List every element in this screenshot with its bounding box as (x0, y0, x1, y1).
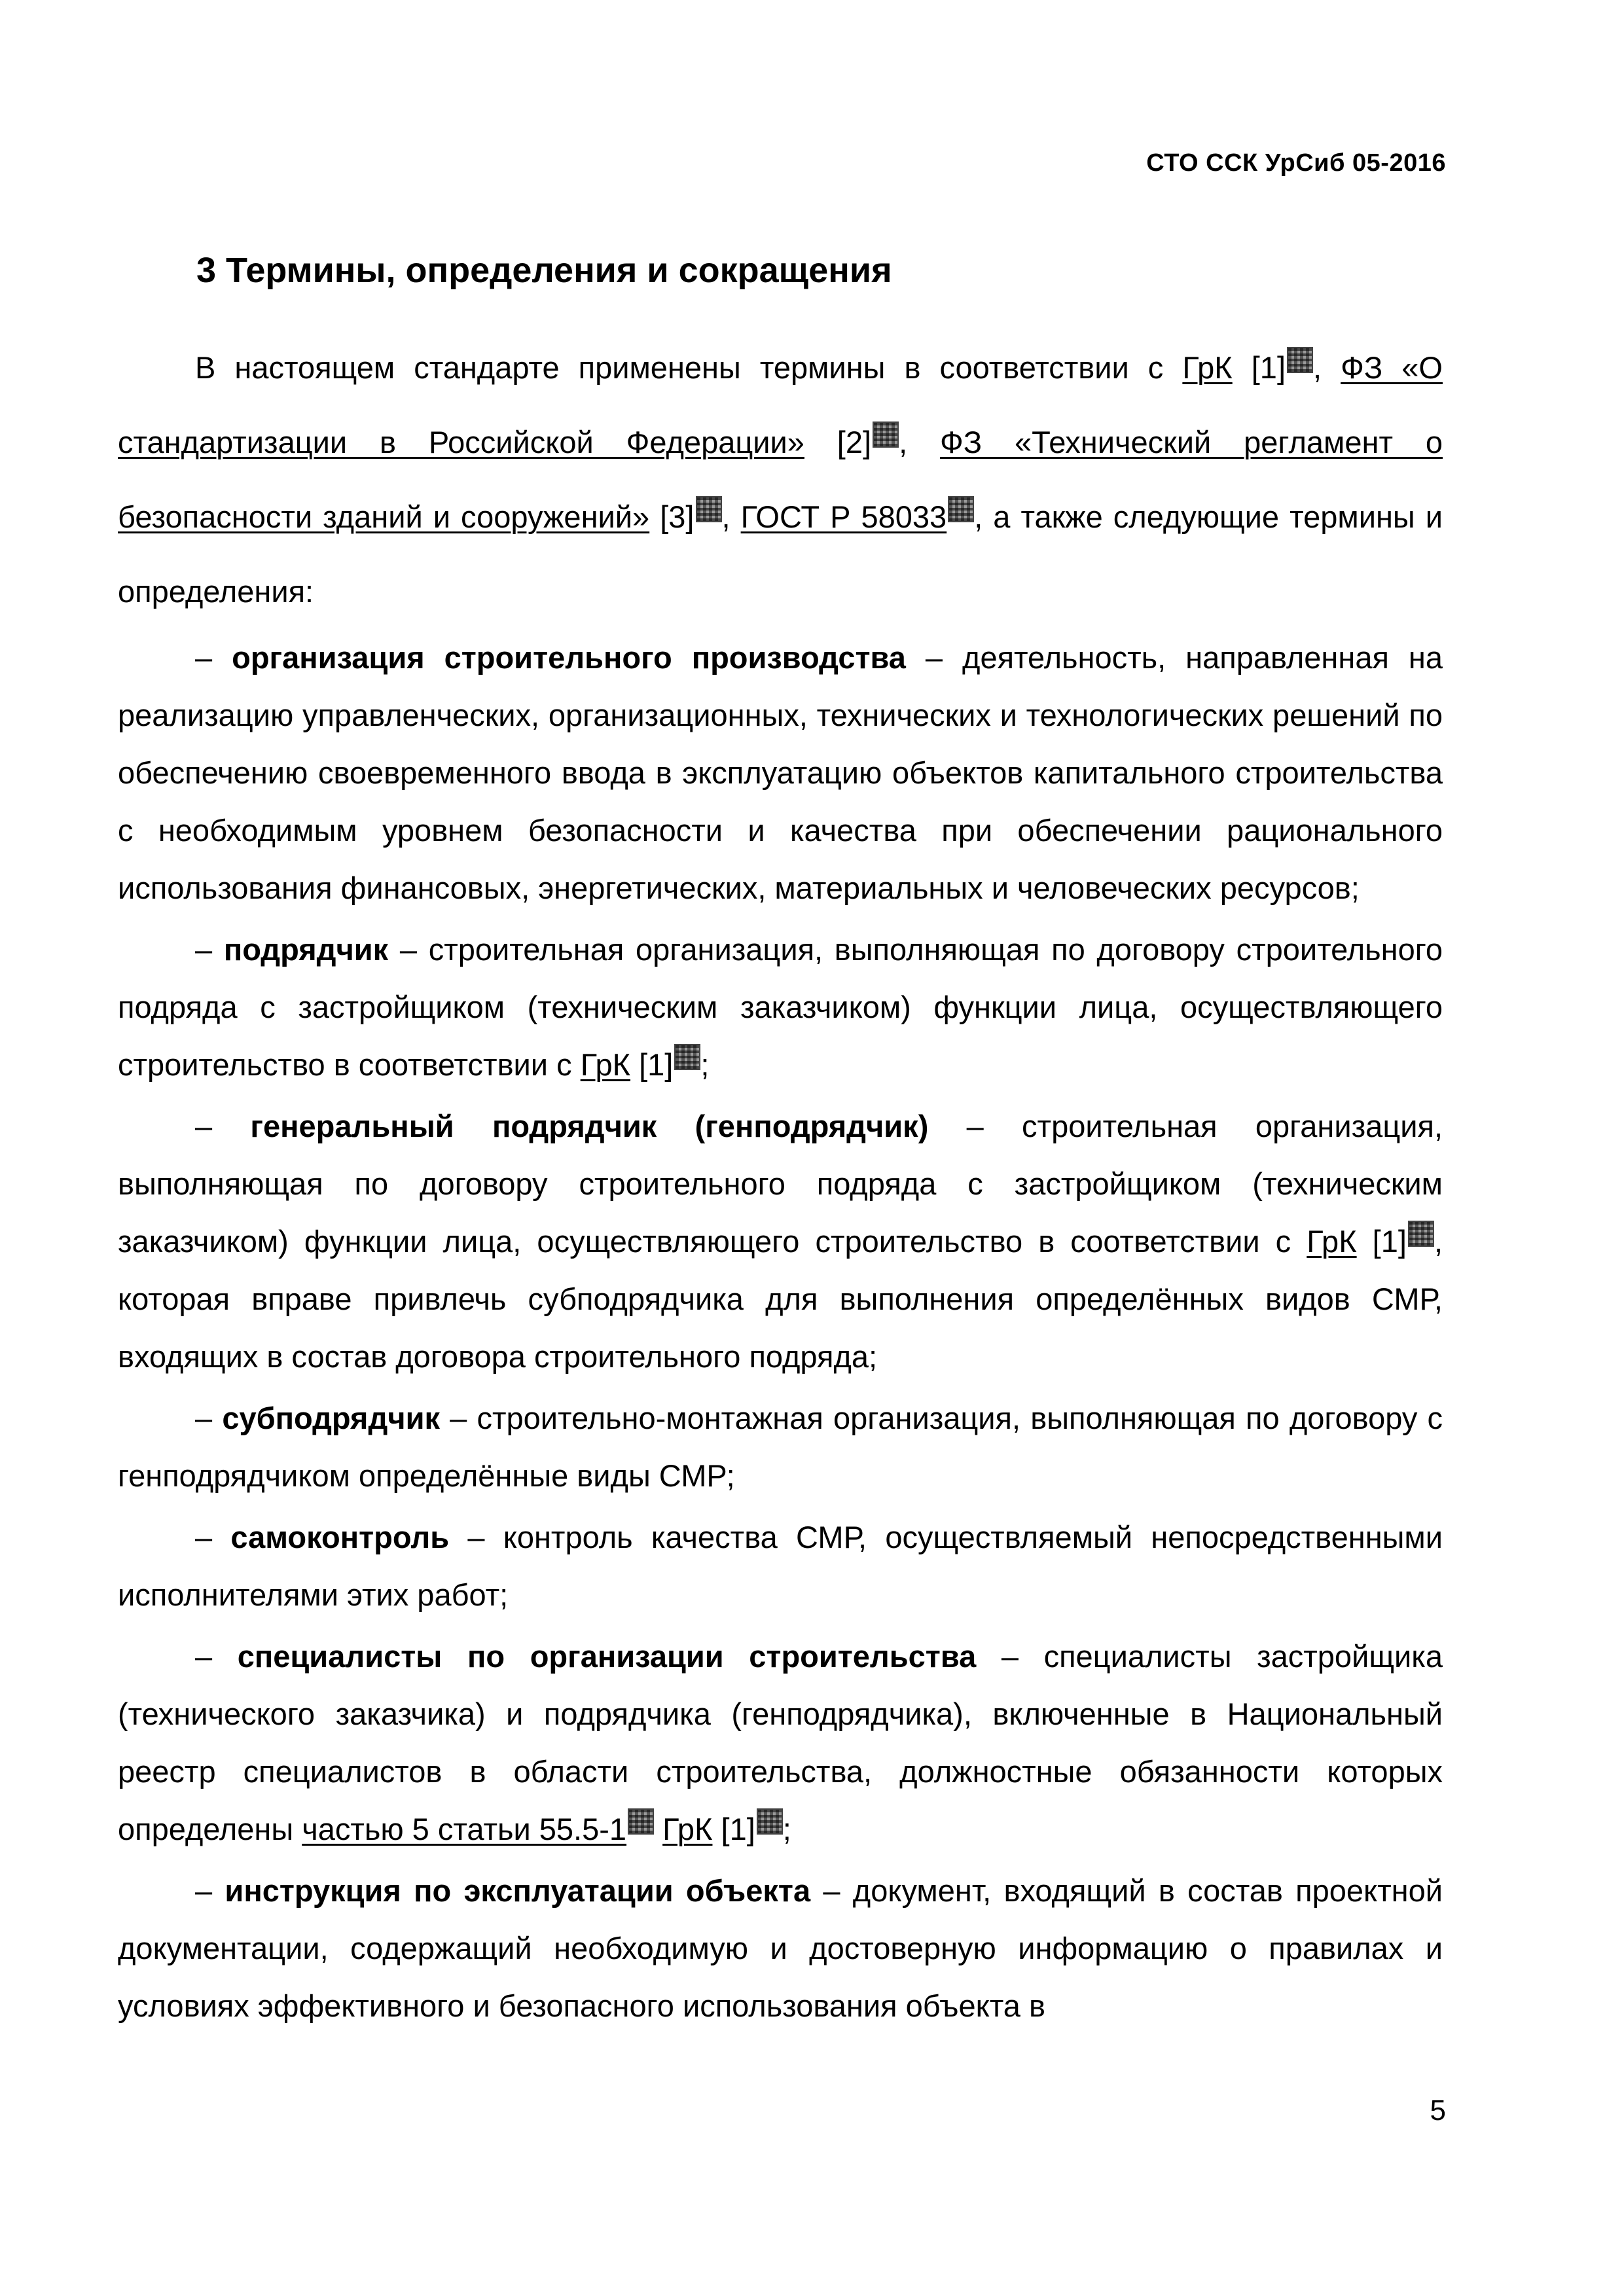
grk-link[interactable]: ГрК (580, 1047, 631, 1082)
term-item (118, 629, 1443, 917)
term-definition: – деятельность, направленная на реализацию управленческих, организационных, технических и технологических решений по обеспечению своевременного ввода в эксплуатацию объектов капитального строительства с необходимым уровнем безопасности и качества при обеспечении рационального использования финансовых, энергетических, материальных и человеческих ресурсов; (118, 640, 1443, 905)
reference-1: [1] (1356, 1224, 1407, 1259)
document-body (118, 331, 1443, 2039)
article-link[interactable]: частью 5 статьи 55.5-1 (302, 1812, 627, 1846)
term-definition-end: ; (700, 1047, 710, 1082)
intro-text-end: , а также следующие термины и определения: (118, 499, 1443, 609)
fz-tech-regulation-link[interactable]: ФЗ «Технический регламент о безопасности зданий и сооружений» (118, 425, 1443, 534)
reference-2: [2] (804, 425, 872, 459)
reference-1: [1] (1232, 350, 1286, 385)
separator: , (721, 499, 741, 534)
term-definition: – контроль качества СМР, осуществляемый непосредственными исполнителями этих работ; (118, 1520, 1443, 1612)
qr-code-icon[interactable] (628, 1808, 654, 1835)
fz-standardization-link[interactable]: ФЗ «О стандартизации в Российской Федерации» (118, 350, 1443, 459)
qr-code-icon[interactable] (1408, 1221, 1434, 1247)
separator: , (1313, 350, 1341, 385)
separator: , (899, 425, 940, 459)
intro-paragraph (118, 331, 1443, 629)
list-dash: – (195, 1401, 213, 1435)
term-definition: – строительная организация, выполняющая по договору строительного подряда с застройщиком (техническим заказчиком) функции лица, осуществляющего строительство в соответствии с (118, 1109, 1443, 1259)
reference-3: [3] (649, 499, 695, 534)
list-dash: – (195, 640, 213, 675)
gost-link[interactable]: ГОСТ Р 58033 (740, 499, 947, 534)
term-definition: – строительно-монтажная организация, выполняющая по договору с генподрядчиком определённые виды СМР; (118, 1401, 1443, 1493)
qr-code-icon[interactable] (948, 496, 974, 522)
grk-link[interactable]: ГрК (1182, 350, 1233, 385)
section-title: 3 Термины, определения и сокращения (196, 251, 892, 290)
list-dash: – (195, 1109, 213, 1143)
list-dash: – (195, 1873, 213, 1908)
term-name: организация строительного производства (232, 640, 906, 675)
term-name: специалисты по организации строительства (237, 1639, 977, 1674)
qr-code-icon[interactable] (757, 1808, 783, 1835)
qr-code-icon[interactable] (696, 496, 722, 522)
term-item (118, 1098, 1443, 1386)
term-definition: – документ, входящий в состав проектной документации, содержащий необходимую и достоверную информацию о правилах и условиях эффективного и безопасного использования объекта в (118, 1873, 1443, 2023)
term-definition-end: ; (782, 1812, 791, 1846)
qr-code-icon[interactable] (873, 422, 899, 448)
term-name: инструкция по эксплуатации объекта (225, 1873, 811, 1908)
term-item (118, 921, 1443, 1094)
list-dash: – (195, 1639, 213, 1674)
intro-text: В настоящем стандарте применены термины в соответствии с (195, 350, 1183, 385)
list-dash: – (195, 1520, 213, 1554)
grk-link[interactable]: ГрК (1307, 1224, 1357, 1259)
term-name: генеральный подрядчик (генподрядчик) (250, 1109, 929, 1143)
term-item (118, 1509, 1443, 1624)
term-item (118, 1628, 1443, 1858)
grk-link[interactable]: ГрК (662, 1812, 713, 1846)
term-name: субподрядчик (222, 1401, 440, 1435)
qr-code-icon[interactable] (674, 1044, 700, 1070)
term-item (118, 1862, 1443, 2035)
document-code: СТО ССК УрСиб 05-2016 (1146, 149, 1446, 177)
term-item (118, 1390, 1443, 1505)
list-dash: – (195, 932, 213, 967)
term-definition: – специалисты застройщика (технического заказчика) и подрядчика (генподрядчика), включенные в Национальный реестр специалистов в области строительства, должностные обязанности которых определены (118, 1639, 1443, 1846)
term-name: подрядчик (223, 932, 389, 967)
term-definition-end: , которая вправе привлечь субподрядчика для выполнения определённых видов СМР, входящих в состав договора строительного подряда; (118, 1224, 1443, 1374)
page-number: 5 (1430, 2094, 1446, 2126)
reference-1: [1] (630, 1047, 674, 1082)
term-name: самоконтроль (230, 1520, 450, 1554)
qr-code-icon[interactable] (1287, 347, 1313, 373)
reference-1: [1] (712, 1812, 755, 1846)
term-definition: – строительная организация, выполняющая по договору строительного подряда с застройщиком (техническим заказчиком) функции лица, осуществляющего строительство в соответствии с (118, 932, 1443, 1082)
